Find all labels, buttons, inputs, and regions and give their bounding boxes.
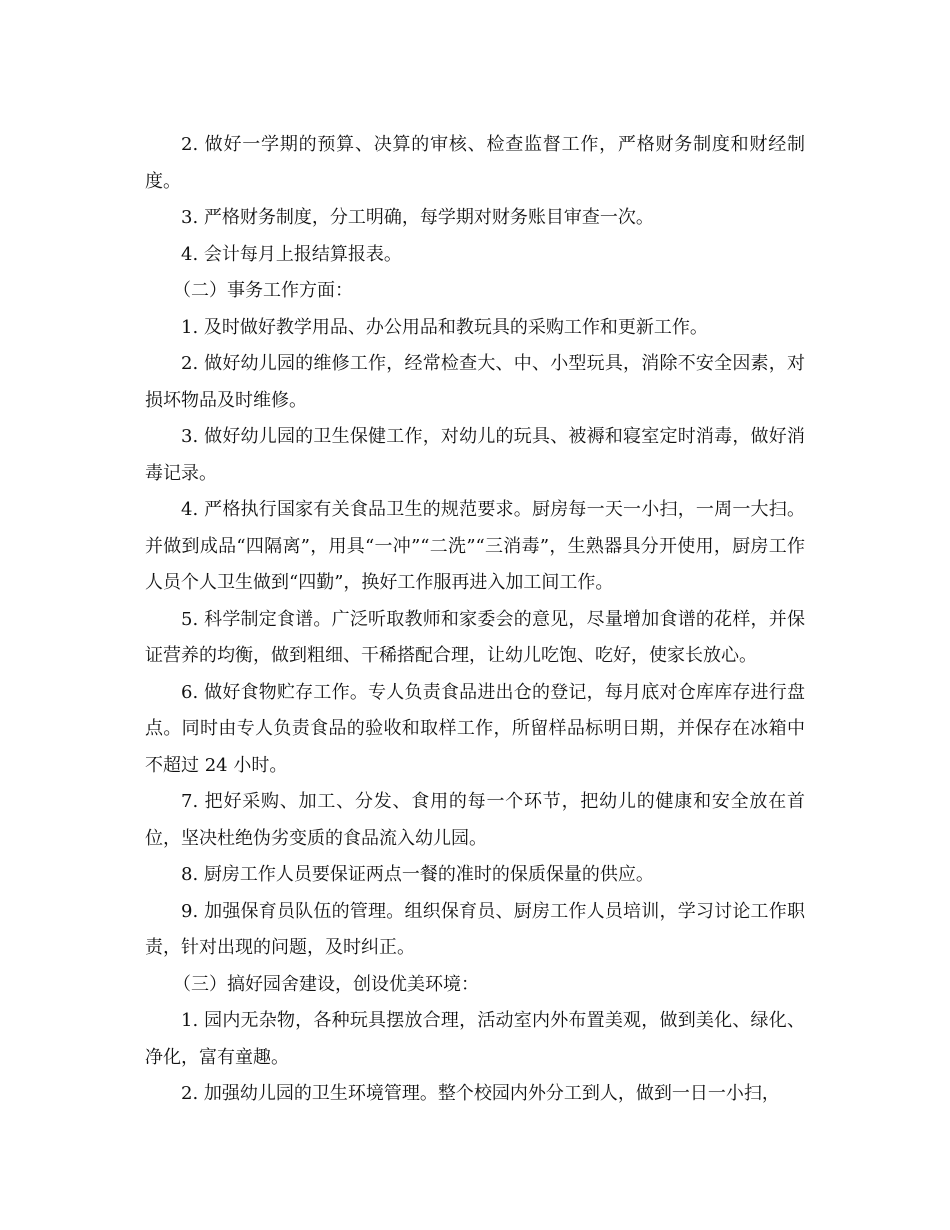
section-heading-environment: （三）搞好园舍建设，创设优美环境： <box>173 973 479 995</box>
paragraph-menu: 5. 科学制定食谱。广泛听取教师和家委会的意见，尽量增加食谱的花样，并保证营养的均衡，做到粗细、干稀搭配合理，让幼儿吃饱、吃好，使家长放心。 <box>145 608 805 666</box>
paragraph-kitchen-supply: 8. 厨房工作人员要保证两点一餐的准时的保质保量的供应。 <box>181 864 654 885</box>
document-body <box>145 127 805 1113</box>
paragraph-finance-review: 3. 严格财务制度，分工明确，每学期对财务账目审查一次。 <box>181 207 654 228</box>
paragraph-monthly-report: 4. 会计每月上报结算报表。 <box>181 243 402 265</box>
paragraph-staff-training: 9. 加强保育员队伍的管理。组织保育员、厨房工作人员培训，学习讨论工作职责，针对出现的问题，及时纠正。 <box>145 900 805 958</box>
paragraph-budget-audit: 2. 做好一学期的预算、决算的审核、检查监督工作，严格财务制度和财经制度。 <box>145 134 805 192</box>
paragraph-campus-layout: 1. 园内无杂物，各种玩具摆放合理，活动室内外布置美观，做到美化、绿化、净化，富有童趣。 <box>145 1010 805 1068</box>
paragraph-maintenance: 2. 做好幼儿园的维修工作，经常检查大、中、小型玩具，消除不安全因素，对损坏物品及时维修。 <box>145 353 805 411</box>
paragraph-food-storage: 6. 做好食物贮存工作。专人负责食品进出仓的登记，每月底对仓库库存进行盘点。同时由专人负责食品的验收和取样工作，所留样品标明日期，并保存在冰箱中不超过 24 小时。 <box>145 681 805 776</box>
paragraph-food-safety: 4. 严格执行国家有关食品卫生的规范要求。厨房每一天一小扫，一周一大扫。并做到成品“四隔离”，用具“一冲”“二洗”“三消毒”，生熟器具分开使用，厨房工作人员个人卫生做到“四勤”，换好工作服再进入加工间工作。 <box>145 499 805 593</box>
paragraph-procurement: 1. 及时做好教学用品、办公用品和教玩具的采购工作和更新工作。 <box>181 316 708 338</box>
paragraph-food-handling: 7. 把好采购、加工、分发、食用的每一个环节，把幼儿的健康和安全放在首位，坚决杜绝伪劣变质的食品流入幼儿园。 <box>145 791 805 849</box>
section-heading-affairs: （二）事务工作方面： <box>173 280 353 301</box>
paragraph-hygiene: 3. 做好幼儿园的卫生保健工作，对幼儿的玩具、被褥和寝室定时消毒，做好消毒记录。 <box>145 426 805 484</box>
paragraph-sanitation: 2. 加强幼儿园的卫生环境管理。整个校园内外分工到人，做到一日一小扫， <box>181 1083 780 1104</box>
